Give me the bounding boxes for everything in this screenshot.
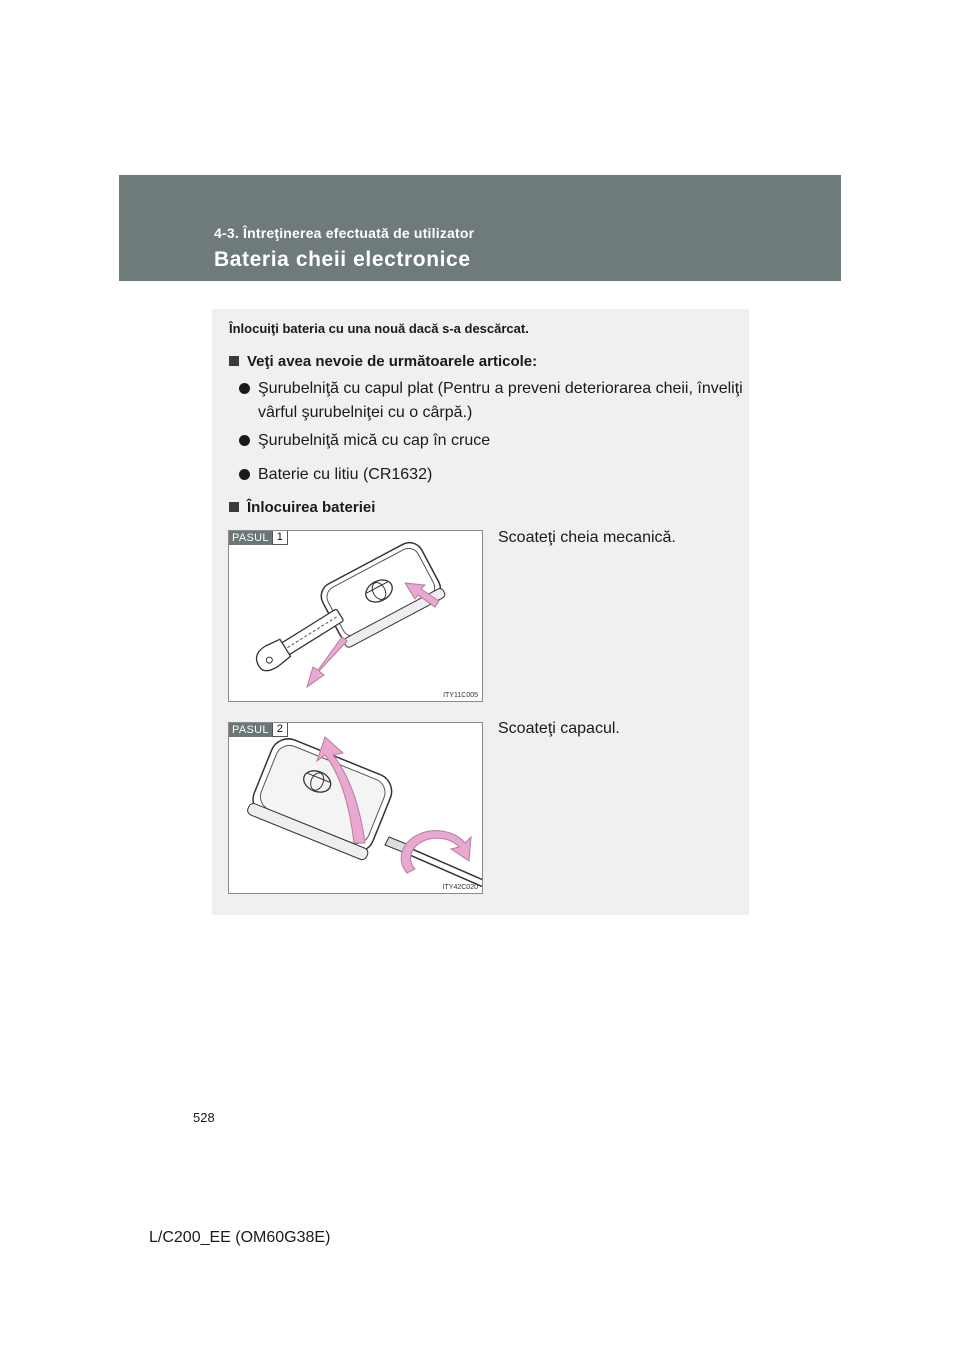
cover-removal-illustration (229, 723, 482, 893)
document-code: L/C200_EE (OM60G38E) (149, 1229, 331, 1246)
bullet-icon (239, 383, 250, 394)
step-1-figure (228, 530, 483, 702)
step-badge-word: PASUL (229, 723, 272, 737)
step-1-text: Scoateţi cheia mecanică. (498, 529, 676, 546)
bullet-icon (239, 469, 250, 480)
items-heading (229, 353, 537, 370)
key-removal-illustration (229, 531, 482, 701)
replace-heading-label: Înlocuirea bateriei (247, 499, 376, 516)
list-item-text: Şurubelniţă cu capul plat (Pentru a preveni deteriorarea cheii, înveliţi vârful şurubelniţei cu o cârpă.) (258, 380, 743, 421)
square-bullet-icon (229, 502, 239, 512)
page-title: Bateria cheii electronice (214, 248, 471, 271)
content-panel (212, 309, 749, 915)
section-label: 4-3. Întreţinerea efectuată de utilizator (214, 225, 475, 241)
header-band (119, 175, 841, 281)
bullet-icon (239, 435, 250, 446)
step-badge-number: 1 (272, 531, 288, 545)
intro-text: Înlocuiţi bateria cu una nouă dacă s-a descărcat. (229, 321, 529, 336)
step-badge (229, 723, 288, 737)
replace-heading (229, 499, 375, 516)
step-badge-word: PASUL (229, 531, 272, 545)
step-2-text: Scoateţi capacul. (498, 720, 620, 737)
items-heading-label: Veţi avea nevoie de următoarele articole: (247, 353, 538, 370)
step-badge-number: 2 (272, 723, 288, 737)
square-bullet-icon (229, 356, 239, 366)
figure-code: ITY11C005 (443, 692, 478, 699)
step-badge (229, 531, 288, 545)
page-number: 528 (193, 1110, 215, 1125)
list-item-text: Şurubelniţă mică cu cap în cruce (258, 432, 491, 449)
step-2-figure (228, 722, 483, 894)
list-item-text: Baterie cu litiu (CR1632) (258, 466, 433, 483)
figure-code: ITY42C020 (442, 884, 478, 891)
